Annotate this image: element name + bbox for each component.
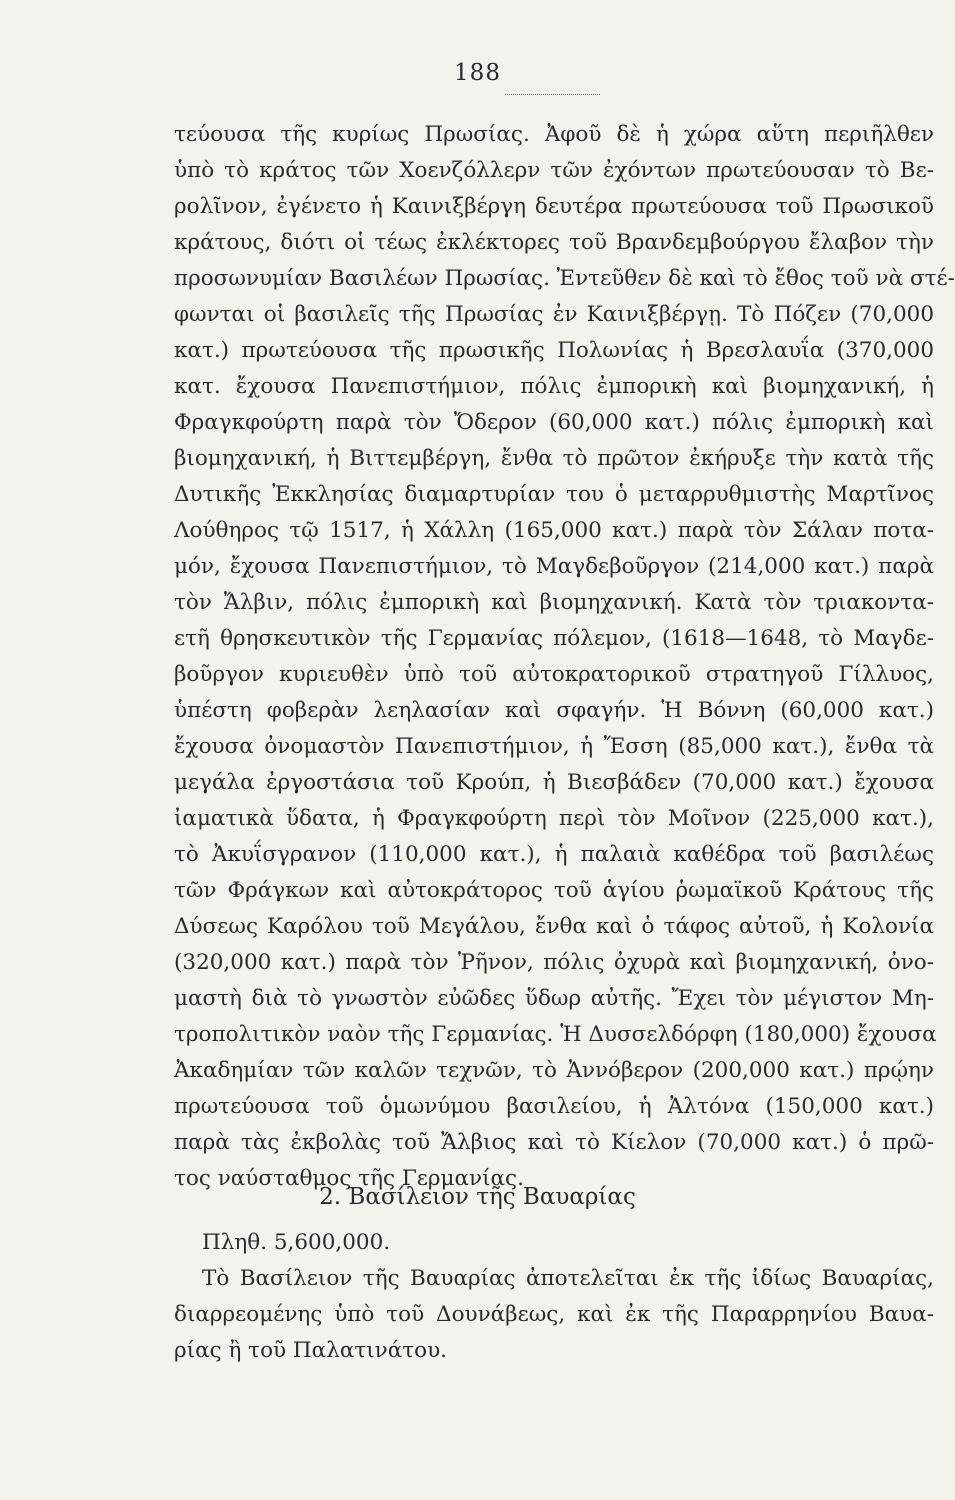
text-line: Δύσεως Καρόλου τοῦ Μεγάλου, ἔνθα καὶ ὁ τάφος αὐτοῦ, ἡ Κολονία <box>174 914 934 939</box>
text-line: Δυτικῆς Ἐκκλησίας διαμαρτυρίαν του ὁ μεταρρυθμιστὴς Μαρτῖνος <box>174 482 934 507</box>
text-line: ὑπὸ τὸ κράτος τῶν Χοενζόλλερν τῶν ἐχόντων πρωτεύουσαν τὸ Βε- <box>174 158 934 183</box>
text-line: κράτους, διότι οἱ τέως ἐκλέκτορες τοῦ Βρανδεμβούργου ἔλαβον τὴν <box>174 230 934 255</box>
population-line: Πληθ. 5,600,000. <box>202 1230 391 1255</box>
text-line: (320,000 κατ.) παρὰ τὸν Ῥῆνον, πόλις ὀχυρὰ καὶ βιομηχανική, ὀνο- <box>174 950 934 975</box>
text-line: ρολῖνον, ἐγένετο ἡ Καινιξβέργη δευτέρα πρωτεύουσα τοῦ Πρωσικοῦ <box>174 194 934 219</box>
text-line: προσωνυμίαν Βασιλέων Πρωσίας. Ἐντεῦθεν δὲ καὶ τὸ ἔθος τοῦ νὰ στέ- <box>174 266 955 291</box>
paragraph-1 <box>174 117 955 1197</box>
section-heading: 2. Βασίλειον τῆς Βαυαρίας <box>319 1184 636 1210</box>
header-rule <box>505 94 600 95</box>
text-line: ρίας ἢ τοῦ Παλατινάτου. <box>174 1338 447 1363</box>
text-line: παρὰ τὰς ἐκβολὰς τοῦ Ἄλβιος καὶ τὸ Κίελον (70,000 κατ.) ὁ πρῶ- <box>174 1130 934 1155</box>
text-line: τῶν Φράγκων καὶ αὐτοκράτορος τοῦ ἁγίου ῥωμαϊκοῦ Κράτους τῆς <box>174 878 934 903</box>
text-line: βιομηχανική, ἡ Βιττεμβέργη, ἔνθα τὸ πρῶτον ἐκήρυξε τὴν κατὰ τῆς <box>174 446 934 471</box>
text-line: τος ναύσταθμος τῆς Γερμανίας. <box>174 1166 524 1191</box>
text-line: τὸ Ἀκυΐσγρανον (110,000 κατ.), ἡ παλαιὰ καθέδρα τοῦ βασιλέως <box>174 842 934 867</box>
text-line: Ἀκαδημίαν τῶν καλῶν τεχνῶν, τὸ Ἀννόβερον (200,000 κατ.) πρῴην <box>174 1058 934 1083</box>
text-line: μόν, ἔχουσα Πανεπιστήμιον, τὸ Μαγδεβοῦργον (214,000 κατ.) παρὰ <box>174 554 934 579</box>
text-line: κατ. ἔχουσα Πανεπιστήμιον, πόλις ἐμπορικὴ καὶ βιομηχανική, ἡ <box>174 374 934 399</box>
text-line: βοῦργον κυριευθὲν ὑπὸ τοῦ αὐτοκρατορικοῦ στρατηγοῦ Γίλλυος, <box>174 662 934 687</box>
text-line: ἔχουσα ὀνομαστὸν Πανεπιστήμιον, ἡ Ἔσση (85,000 κατ.), ἔνθα τὰ <box>174 734 934 759</box>
text-line: διαρρεομένης ὑπὸ τοῦ Δουνάβεως, καὶ ἐκ τῆς Παραρρηνίου Βαυα- <box>174 1302 934 1327</box>
text-line: Φραγκφούρτη παρὰ τὸν Ὄδερον (60,000 κατ.) πόλις ἐμπορικὴ καὶ <box>174 410 934 435</box>
text-line: ετῆ θρησκευτικὸν τῆς Γερμανίας πόλεμον, (1618—1648, τὸ Μαγδε- <box>174 626 934 651</box>
section-body <box>174 1225 934 1369</box>
page-number: 188 <box>454 60 501 86</box>
text-line: φωνται οἱ βασιλεῖς τῆς Πρωσίας ἐν Καινιξβέργῃ. Τὸ Πόζεν (70,000 <box>174 302 934 327</box>
text-line: τεύουσα τῆς κυρίως Πρωσίας. Ἀφοῦ δὲ ἡ χώρα αὕτη περιῆλθεν <box>174 122 934 147</box>
text-line: μεγάλα ἐργοστάσια τοῦ Κρούπ, ἡ Βιεσβάδεν (70,000 κατ.) ἔχουσα <box>174 770 934 795</box>
text-line: τὸν Ἄλβιν, πόλις ἐμπορικὴ καὶ βιομηχανική. Κατὰ τὸν τριακοντα- <box>174 590 934 615</box>
text-line: ἰαματικὰ ὕδατα, ἡ Φραγκφούρτη περὶ τὸν Μοῖνον (225,000 κατ.), <box>174 806 934 831</box>
text-line: Τὸ Βασίλειον τῆς Βαυαρίας ἀποτελεῖται ἐκ τῆς ἰδίως Βαυαρίας, <box>202 1266 934 1291</box>
text-line: κατ.) πρωτεύουσα τῆς πρωσικῆς Πολωνίας ἡ Βρεσλαυΐα (370,000 <box>174 338 934 363</box>
text-line: τροπολιτικὸν ναὸν τῆς Γερμανίας. Ἡ Δυσσελδόρφη (180,000) ἔχουσα <box>174 1022 937 1047</box>
text-line: Λούθηρος τῷ 1517, ἡ Χάλλη (165,000 κατ.) παρὰ τὸν Σάλαν ποτα- <box>174 518 934 543</box>
text-line: ὑπέστη φοβερὰν λεηλασίαν καὶ σφαγήν. Ἡ Βόννη (60,000 κατ.) <box>174 698 934 723</box>
text-line: πρωτεύουσα τοῦ ὁμωνύμου βασιλείου, ἡ Ἀλτόνα (150,000 κατ.) <box>174 1094 934 1119</box>
text-line: μαστὴ διὰ τὸ γνωστὸν εὐῶδες ὕδωρ αὐτῆς. Ἔχει τὸν μέγιστον Μη- <box>174 986 934 1011</box>
